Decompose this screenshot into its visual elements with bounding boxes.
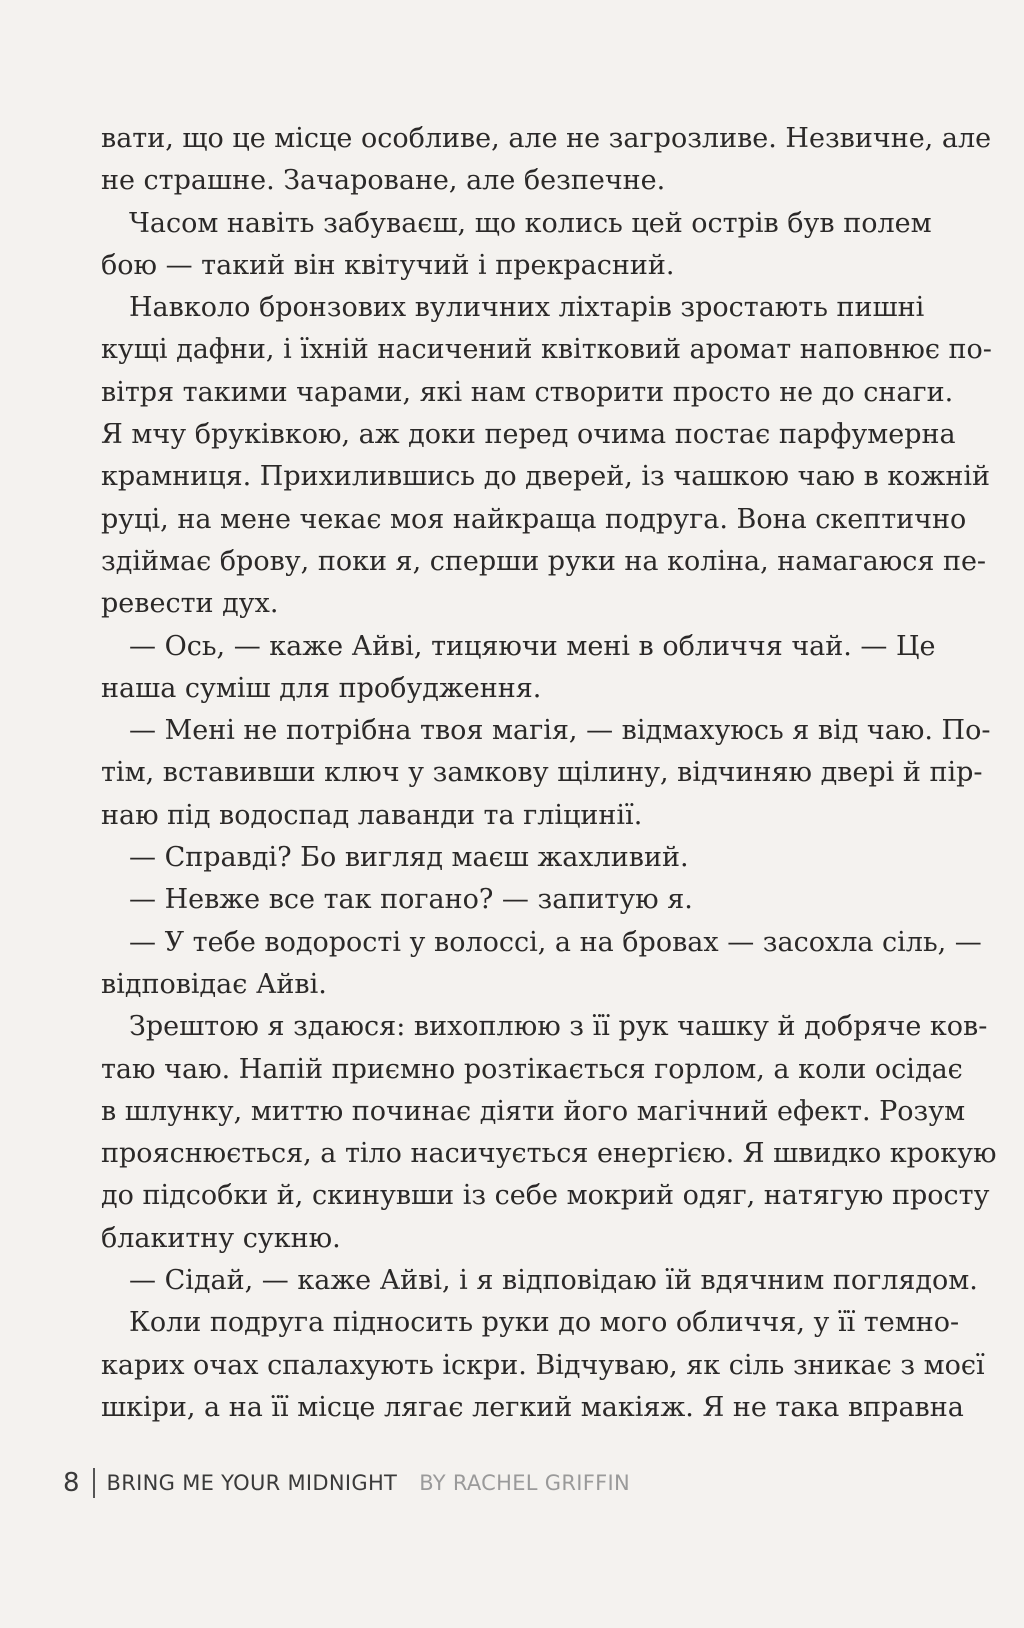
- text-line: таю чаю. Напій приємно розтікається горлом, а коли осідає: [101, 1053, 963, 1085]
- text-line: ревести дух.: [101, 588, 279, 620]
- text-line: — Ось, — каже Айві, тицяючи мені в обличчя чай. — Це: [129, 630, 936, 662]
- text-line: крамниця. Прихилившись до дверей, із чашкою чаю в кожній: [101, 461, 991, 493]
- text-line: в шлунку, миттю починає діяти його магічний ефект. Розум: [101, 1095, 966, 1127]
- text-line: наша суміш для пробудження.: [101, 672, 542, 704]
- text-line: — У тебе водорості у волоссі, а на бровах — засохла сіль, —: [129, 926, 982, 958]
- text-line: Зрештою я здаюся: вихоплюю з її рук чашку й добряче ков-: [129, 1011, 988, 1043]
- text-line: Навколо бронзових вуличних ліхтарів зростають пишні: [129, 292, 925, 324]
- text-line: шкіри, а на її місце лягає легкий макіяж. Я не така вправна: [101, 1391, 964, 1423]
- text-line: наю під водоспад лаванди та гліцинії.: [101, 799, 643, 831]
- text-line: не страшне. Зачароване, але безпечне.: [101, 165, 666, 197]
- page-number: 8: [63, 1468, 80, 1498]
- text-line: — Невже все так погано? — запитую я.: [129, 884, 693, 916]
- page-footer: [63, 1465, 630, 1501]
- text-line: — Справді? Бо вигляд маєш жахливий.: [129, 842, 689, 874]
- text-line: — Сідай, — каже Айві, і я відповідаю їй вдячним поглядом.: [129, 1265, 978, 1297]
- text-line: тім, вставивши ключ у замкову щілину, відчиняю двері й пір-: [101, 757, 983, 789]
- footer-divider: [93, 1468, 95, 1498]
- text-line: до підсобки й, скинувши із себе мокрий одяг, натягую просту: [101, 1180, 990, 1212]
- text-line: Я мчу бруківкою, аж доки перед очима постає парфумерна: [101, 419, 956, 451]
- book-author: BY RACHEL GRIFFIN: [419, 1471, 631, 1495]
- text-line: карих очах спалахують іскри. Відчуваю, як сіль зникає з моєї: [101, 1349, 985, 1381]
- text-line: Коли подруга підносить руки до мого обличчя, у її темно-: [129, 1307, 960, 1339]
- text-line: — Мені не потрібна твоя магія, — відмахуюсь я від чаю. По-: [129, 715, 991, 747]
- text-line: прояснюється, а тіло насичується енергією. Я швидко крокую: [101, 1138, 997, 1170]
- text-line: кущі дафни, і їхній насичений квітковий аромат наповнює по-: [101, 334, 992, 366]
- text-line: руці, на мене чекає моя найкраща подруга. Вона скептично: [101, 503, 967, 535]
- text-line: бою — такий він квітучий і прекрасний.: [101, 249, 675, 281]
- book-title: BRING ME YOUR MIDNIGHT: [106, 1471, 398, 1495]
- text-line: Часом навіть забуваєш, що колись цей острів був полем: [129, 207, 932, 239]
- text-line: вітря такими чарами, які нам створити просто не до снаги.: [101, 376, 954, 408]
- text-line: блакитну сукню.: [101, 1222, 341, 1254]
- text-line: здіймає брову, поки я, сперши руки на коліна, намагаюся пе-: [101, 545, 987, 577]
- text-line: вати, що це місце особливе, але не загрозливе. Незвичне, але: [101, 123, 992, 154]
- body-text: [101, 118, 997, 1429]
- text-line: відповідає Айві.: [101, 968, 327, 1000]
